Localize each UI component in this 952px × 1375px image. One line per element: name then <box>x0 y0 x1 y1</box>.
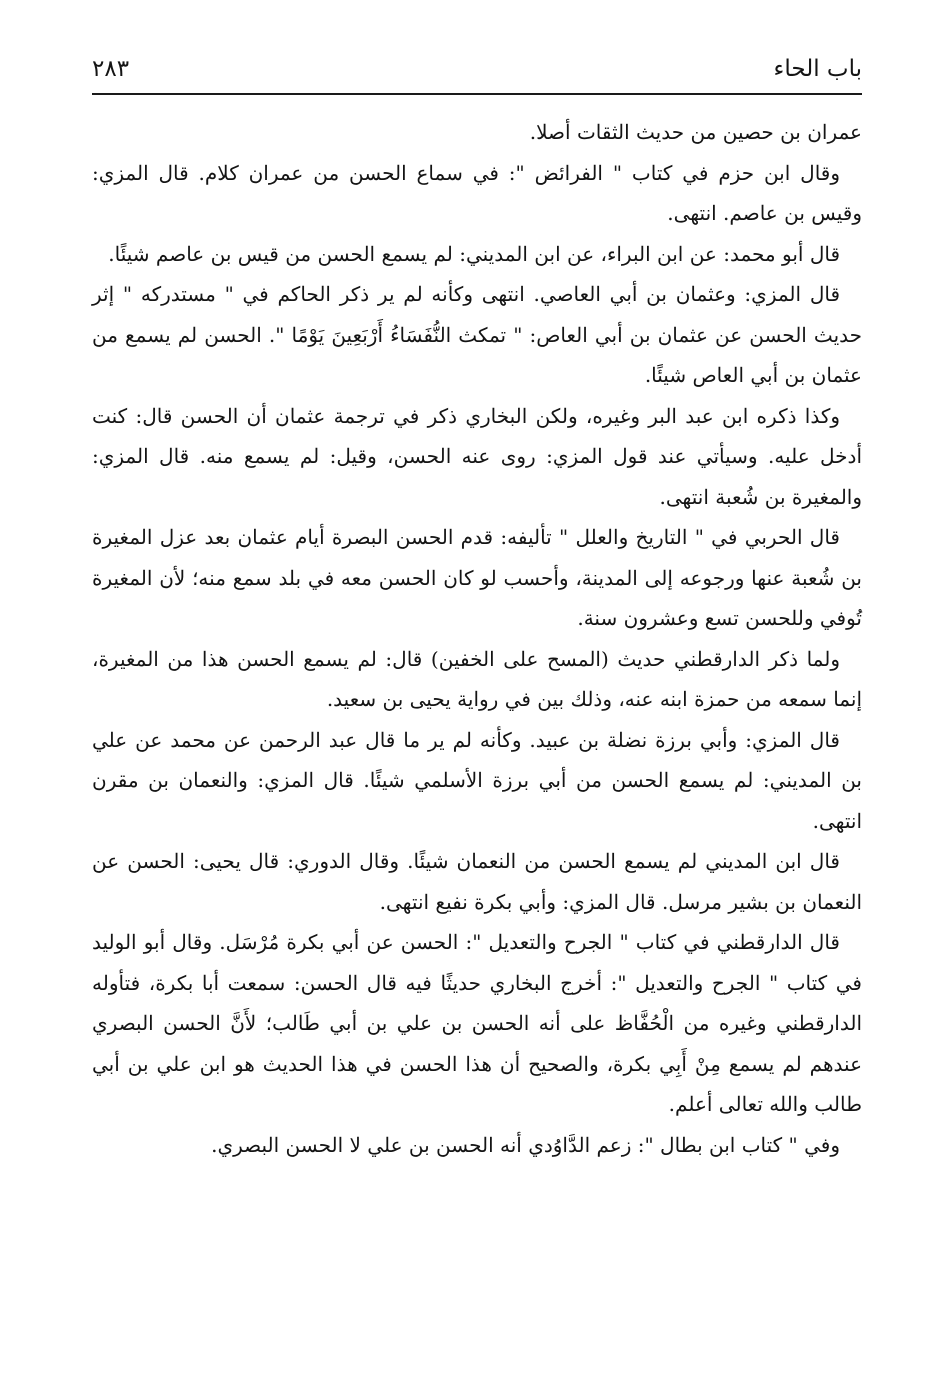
paragraph: قال أبو محمد: عن ابن البراء، عن ابن المديني: لم يسمع الحسن من قيس بن عاصم شيئًا. <box>108 241 840 266</box>
paragraph: قال الدارقطني في كتاب " الجرح والتعديل ": الحسن عن أبي بكرة مُرْسَل. وقال أبو الوليد في كتاب " الجرح والتعديل ": أخرج البخاري حديثًا فيه قال الحسن: سمعت أبا بكرة، فتأوله الدارقطني وغيره من الْحُفَّاظ على أنه الحسن بن علي بن أبي طَالب؛ لأَنَّ الحسن البصري عندهم لم يسمع مِنْ أَبِي بكرة، والصحيح أن هذا الحسن في هذا الحديث هو ابن علي بن أبي طالب والله تعالى أعلم. <box>92 930 862 1116</box>
header-divider <box>92 93 862 95</box>
running-header <box>92 52 862 92</box>
paragraph: قال الحربي في " التاريخ والعلل " تأليفه: قدم الحسن البصرة أيام عثمان بعد عزل المغيرة بن شُعبة عنها ورجوعه إلى المدينة، وأحسب لو كان الحسن معه في بلد سمع منه؛ لأن المغيرة تُوفي وللحسن تسع وعشرون سنة. <box>92 525 862 630</box>
paragraph: قال المزي: وعثمان بن أبي العاصي. انتهى وكأنه لم ير ذكر الحاكم في " مستدركه " إثر حديث الحسن عن عثمان بن أبي العاص: " تمكث النُّفَسَاءُ أَرْبَعِينَ يَوْمًا ". الحسن لم يسمع من عثمان بن أبي العاص شيئًا. <box>92 282 862 387</box>
paragraph: قال ابن المديني لم يسمع الحسن من النعمان شيئًا. وقال الدوري: قال يحيى: الحسن عن النعمان بن بشير مرسل. قال المزي: وأبي بكرة نفيع انتهى. <box>92 849 862 914</box>
page-number: ٢٨٣ <box>92 56 130 82</box>
paragraph: ولما ذكر الدارقطني حديث (المسح على الخفين) قال: لم يسمع الحسن هذا من المغيرة، إنما سمعه من حمزة ابنه عنه، وذلك بين في رواية يحيى بن سعيد. <box>92 646 862 711</box>
paragraph: وفي " كتاب ابن بطال ": زعم الدَّاوُدي أنه الحسن بن علي لا الحسن البصري. <box>211 1132 840 1157</box>
chapter-title: باب الحاء <box>773 56 862 82</box>
paragraph: وقال ابن حزم في كتاب " الفرائض ": في سماع الحسن من عمران كلام. قال المزي: وقيس بن عاصم. انتهى. <box>92 160 862 225</box>
paragraph: عمران بن حصين من حديث الثقات أصلا. <box>529 120 862 144</box>
paragraph: وكذا ذكره ابن عبد البر وغيره، ولكن البخاري ذكر في ترجمة عثمان أن الحسن قال: كنت أدخل عليه. وسيأتي عند قول المزي: روى عنه الحسن، وقيل: لم يسمع منه. قال المزي: والمغيرة بن شُعبة انتهى. <box>92 403 863 509</box>
paragraph: قال المزي: وأبي برزة نضلة بن عبيد. وكأنه لم ير ما قال عبد الرحمن عن محمد عن علي بن المديني: لم يسمع الحسن من أبي برزة الأسلمي شيئًا. قال المزي: والنعمان بن مقرن انتهى. <box>92 727 862 833</box>
page-body <box>92 112 862 1165</box>
